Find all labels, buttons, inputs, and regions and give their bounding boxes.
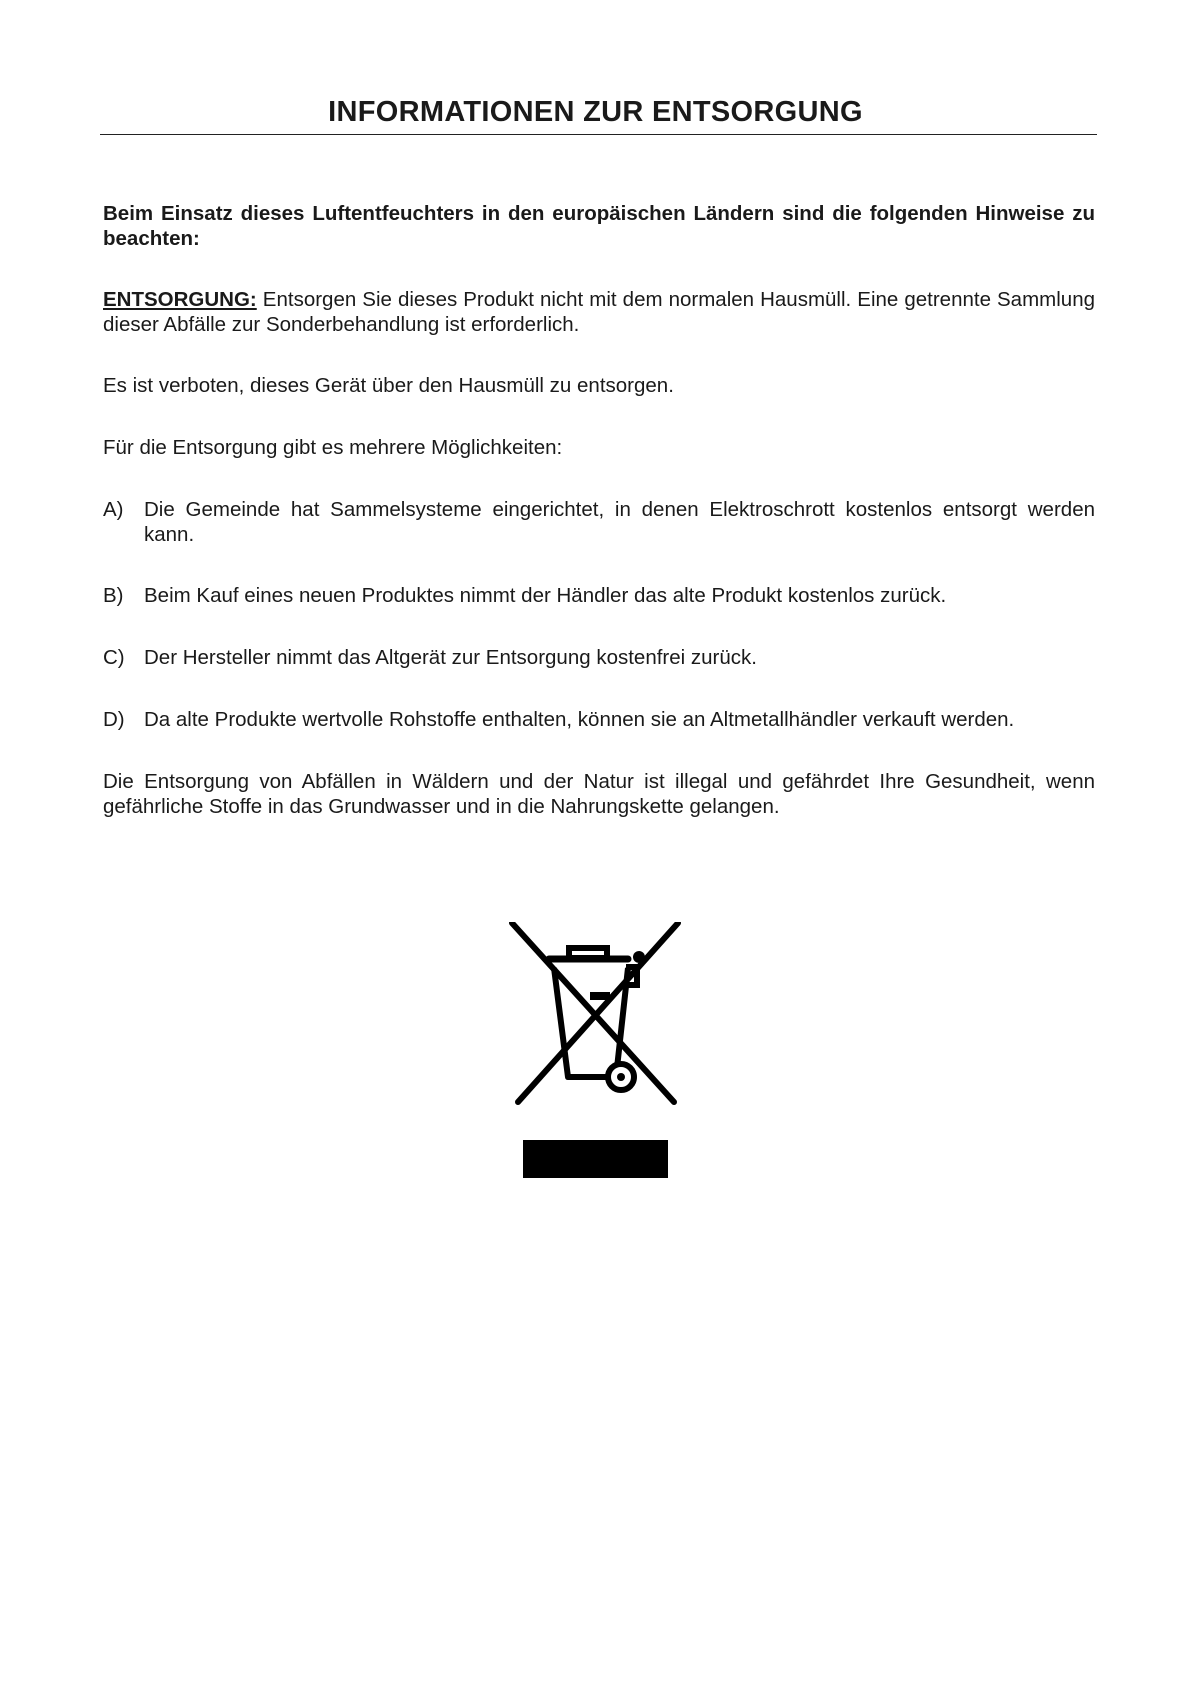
list-item-text: Beim Kauf eines neuen Produktes nimmt der Händler das alte Produkt kostenlos zurück. — [144, 584, 947, 607]
disposal-paragraph — [103, 287, 1095, 337]
disposal-text: Entsorgen Sie dieses Produkt nicht mit dem normalen Hausmüll. Eine getrennte Sammlung dieser Abfälle zur Sonderbehandlung ist erforderlich. — [103, 288, 1095, 336]
prohibited-paragraph: Es ist verboten, dieses Gerät über den Hausmüll zu entsorgen. — [103, 374, 674, 397]
list-item — [103, 707, 1095, 732]
list-item — [103, 497, 1095, 547]
options-intro: Für die Entsorgung gibt es mehrere Möglichkeiten: — [103, 436, 563, 459]
list-item-text: Der Hersteller nimmt das Altgerät zur Entsorgung kostenfrei zurück. — [144, 646, 757, 669]
list-item-text: Die Gemeinde hat Sammelsysteme eingerichtet, in denen Elektroschrott kostenlos entsorgt werden kann. — [144, 498, 1095, 546]
list-item-text: Da alte Produkte wertvolle Rohstoffe enthalten, können sie an Altmetallhändler verkauft werden. — [144, 708, 1015, 731]
list-item-letter: A) — [103, 498, 124, 521]
list-item — [103, 583, 1095, 608]
page-title: INFORMATIONEN ZUR ENTSORGUNG — [328, 96, 863, 128]
disposal-label: ENTSORGUNG: — [103, 288, 257, 311]
crossed-out-wheelie-bin-icon — [506, 922, 682, 1106]
warning-paragraph: Die Entsorgung von Abfällen in Wäldern und der Natur ist illegal und gefährdet Ihre Gesundheit, wenn gefährliche Stoffe in das Grundwasser und in die Nahrungskette gelangen. — [103, 770, 1095, 818]
list-item-letter: B) — [103, 584, 124, 607]
list-item-letter: C) — [103, 646, 125, 669]
title-divider — [100, 134, 1097, 135]
separate-collection-bar — [523, 1140, 668, 1178]
list-item-letter: D) — [103, 708, 125, 731]
intro-paragraph: Beim Einsatz dieses Luftentfeuchters in den europäischen Ländern sind die folgenden Hinweise zu beachten: — [103, 202, 1095, 250]
list-item — [103, 645, 1095, 670]
